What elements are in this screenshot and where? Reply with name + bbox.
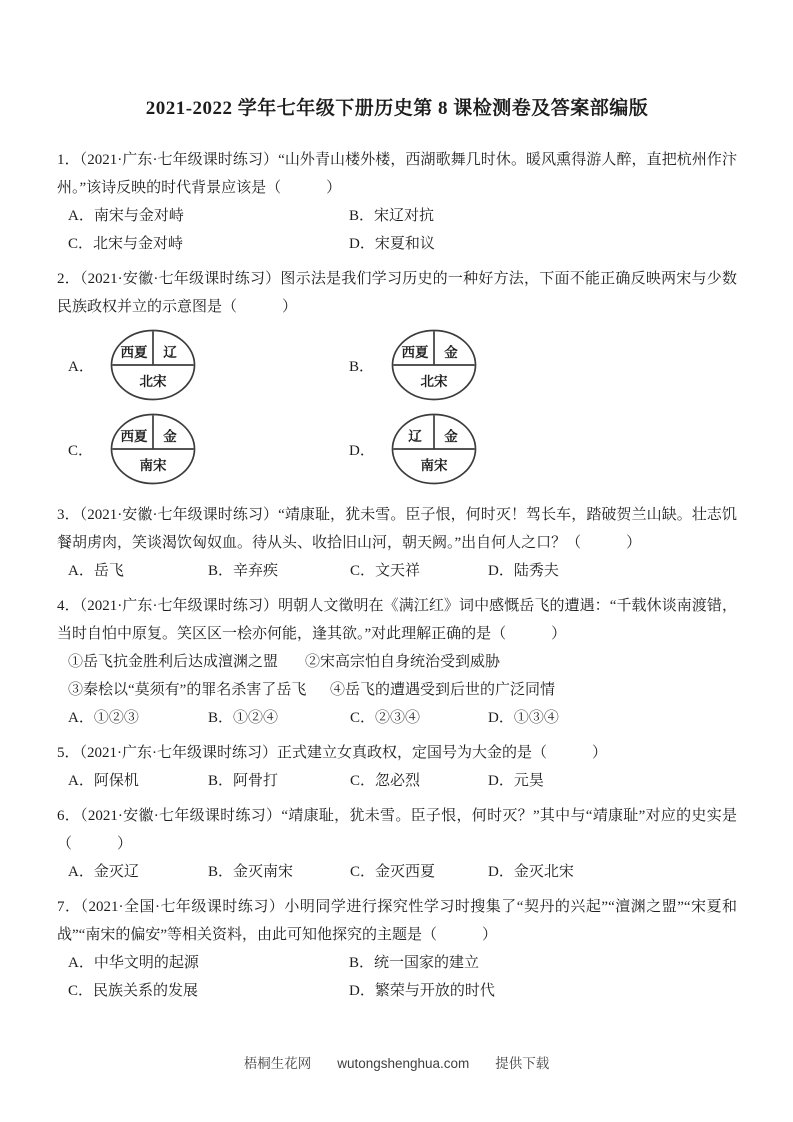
question-4-subitems-row-2	[57, 676, 737, 704]
question-4-option-b: B．①②④	[208, 710, 279, 726]
question-4-subitem-3: ③秦桧以“莫须有”的罪名杀害了岳飞	[68, 682, 307, 698]
question-6-option-a: A．金灭辽	[68, 864, 139, 880]
question-3	[57, 501, 737, 585]
question-7-options	[57, 949, 737, 1005]
question-2-diagram-option-d	[349, 411, 737, 487]
question-4	[57, 592, 737, 732]
diagram-a-top-left-regime: 西夏	[120, 345, 148, 360]
diagram-d-label: D．	[349, 442, 375, 459]
question-6-option-d: D．金灭北宋	[488, 864, 574, 880]
page-footer	[0, 1054, 793, 1074]
page-title: 2021-2022 学年七年级下册历史第 8 课检测卷及答案部编版	[145, 98, 649, 119]
diagram-d-top-right-regime: 金	[444, 429, 458, 444]
question-1-options	[57, 202, 737, 258]
diagram-a-bottom-regime: 北宋	[139, 374, 167, 389]
question-1	[57, 146, 737, 258]
question-2	[57, 265, 737, 487]
question-5-option-b: B．阿骨打	[208, 773, 279, 789]
question-7-option-b: B．统一国家的建立	[349, 955, 480, 971]
question-4-subitem-2: ②宋高宗怕自身统治受到威胁	[305, 654, 501, 670]
question-4-options	[57, 704, 737, 732]
regimes-pie-diagram-c	[108, 411, 198, 487]
question-6	[57, 802, 737, 886]
question-5-options	[57, 767, 737, 795]
diagram-d-top-left-regime: 辽	[408, 429, 422, 444]
question-7-option-c: C．民族关系的发展	[68, 983, 199, 999]
diagram-a-label: A．	[68, 358, 94, 375]
question-3-options	[57, 557, 737, 585]
question-3-option-a: A．岳飞	[68, 563, 124, 579]
diagram-b-bottom-regime: 北宋	[420, 374, 448, 389]
question-4-option-d: D．①③④	[488, 710, 559, 726]
question-4-subitem-4: ④岳飞的遭遇受到后世的广泛同情	[330, 682, 556, 698]
question-5-option-d: D．元昊	[488, 773, 544, 789]
question-7	[57, 893, 737, 1005]
question-3-option-c: C．文天祥	[350, 563, 421, 579]
question-6-stem: 6．（2021·安徽·七年级课时练习）“靖康耻，犹未雪。臣子恨，何时灭？”其中与“靖康耻”对应的史实是（ ）	[57, 808, 737, 852]
diagram-d-bottom-regime: 南宋	[420, 458, 448, 473]
diagram-c-label: C．	[68, 442, 94, 459]
question-3-stem: 3．（2021·安徽·七年级课时练习）“靖康耻，犹未雪。臣子恨，何时灭！驾长车，踏破贺兰山缺。壮志饥餐胡虏肉，笑谈渴饮匈奴血。待从头、收拾旧山河，朝天阙。”出自何人之口？（ ）	[57, 507, 737, 551]
regimes-pie-diagram-a	[108, 327, 198, 403]
question-2-diagrams	[57, 327, 737, 487]
question-7-stem: 7．（2021·全国·七年级课时练习）小明同学进行探究性学习时搜集了“契丹的兴起”“澶渊之盟”“宋夏和战”“南宋的偏安”等相关资料，由此可知他探究的主题是（ ）	[57, 899, 737, 943]
question-4-stem: 4．（2021·广东·七年级课时练习）明朝人文徵明在《满江红》词中感慨岳飞的遭遇：“千载休谈南渡错，当时自怕中原复。笑区区一桧亦何能，逢其欲。”对此理解正确的是（ ）	[57, 598, 737, 642]
question-5-option-c: C．忽必烈	[350, 773, 421, 789]
question-6-option-b: B．金灭南宋	[208, 864, 294, 880]
diagram-b-label: B．	[349, 358, 375, 375]
question-2-diagram-option-c	[68, 411, 349, 487]
diagram-c-top-left-regime: 西夏	[120, 429, 148, 444]
regimes-pie-diagram-b	[389, 327, 479, 403]
question-3-option-d: D．陆秀夫	[488, 563, 559, 579]
footer-site-url: wutongshenghua.com	[337, 1056, 470, 1071]
question-4-subitem-1: ①岳飞抗金胜利后达成澶渊之盟	[68, 654, 279, 670]
diagram-a-top-right-regime: 辽	[163, 345, 177, 360]
diagram-b-top-left-regime: 西夏	[401, 345, 429, 360]
footer-site-name: 梧桐生花网	[243, 1056, 312, 1071]
question-1-option-a: A．南宋与金对峙	[68, 208, 184, 224]
diagram-b-top-right-regime: 金	[444, 345, 458, 360]
question-5	[57, 739, 737, 795]
question-1-option-c: C．北宋与金对峙	[68, 236, 184, 252]
question-1-option-b: B．宋辽对抗	[349, 208, 435, 224]
question-2-stem: 2．（2021·安徽·七年级课时练习）图示法是我们学习历史的一种好方法，下面不能正确反映两宋与少数民族政权并立的示意图是（ ）	[57, 271, 737, 315]
question-6-options	[57, 858, 737, 886]
question-1-stem: 1．（2021·广东·七年级课时练习）“山外青山楼外楼，西湖歌舞几时休。暖风熏得游人醉，直把杭州作汴州。”该诗反映的时代背景应该是（ ）	[57, 152, 737, 196]
question-7-option-a: A．中华文明的起源	[68, 955, 199, 971]
diagram-c-bottom-regime: 南宋	[139, 458, 167, 473]
regimes-pie-diagram-d	[389, 411, 479, 487]
question-5-stem: 5．（2021·广东·七年级课时练习）正式建立女真政权，定国号为大金的是（ ）	[57, 745, 607, 761]
question-4-option-a: A．①②③	[68, 710, 139, 726]
question-2-diagram-option-b	[349, 327, 737, 403]
question-3-option-b: B．辛弃疾	[208, 563, 279, 579]
diagram-c-top-right-regime: 金	[163, 429, 177, 444]
question-5-option-a: A．阿保机	[68, 773, 139, 789]
footer-download-text: 提供下载	[495, 1056, 550, 1071]
question-4-subitems-row-1	[57, 648, 737, 676]
question-6-option-c: C．金灭西夏	[350, 864, 436, 880]
question-2-diagram-option-a	[68, 327, 349, 403]
question-7-option-d: D．繁荣与开放的时代	[349, 983, 495, 999]
question-1-option-d: D．宋夏和议	[349, 236, 435, 252]
question-4-option-c: C．②③④	[350, 710, 421, 726]
